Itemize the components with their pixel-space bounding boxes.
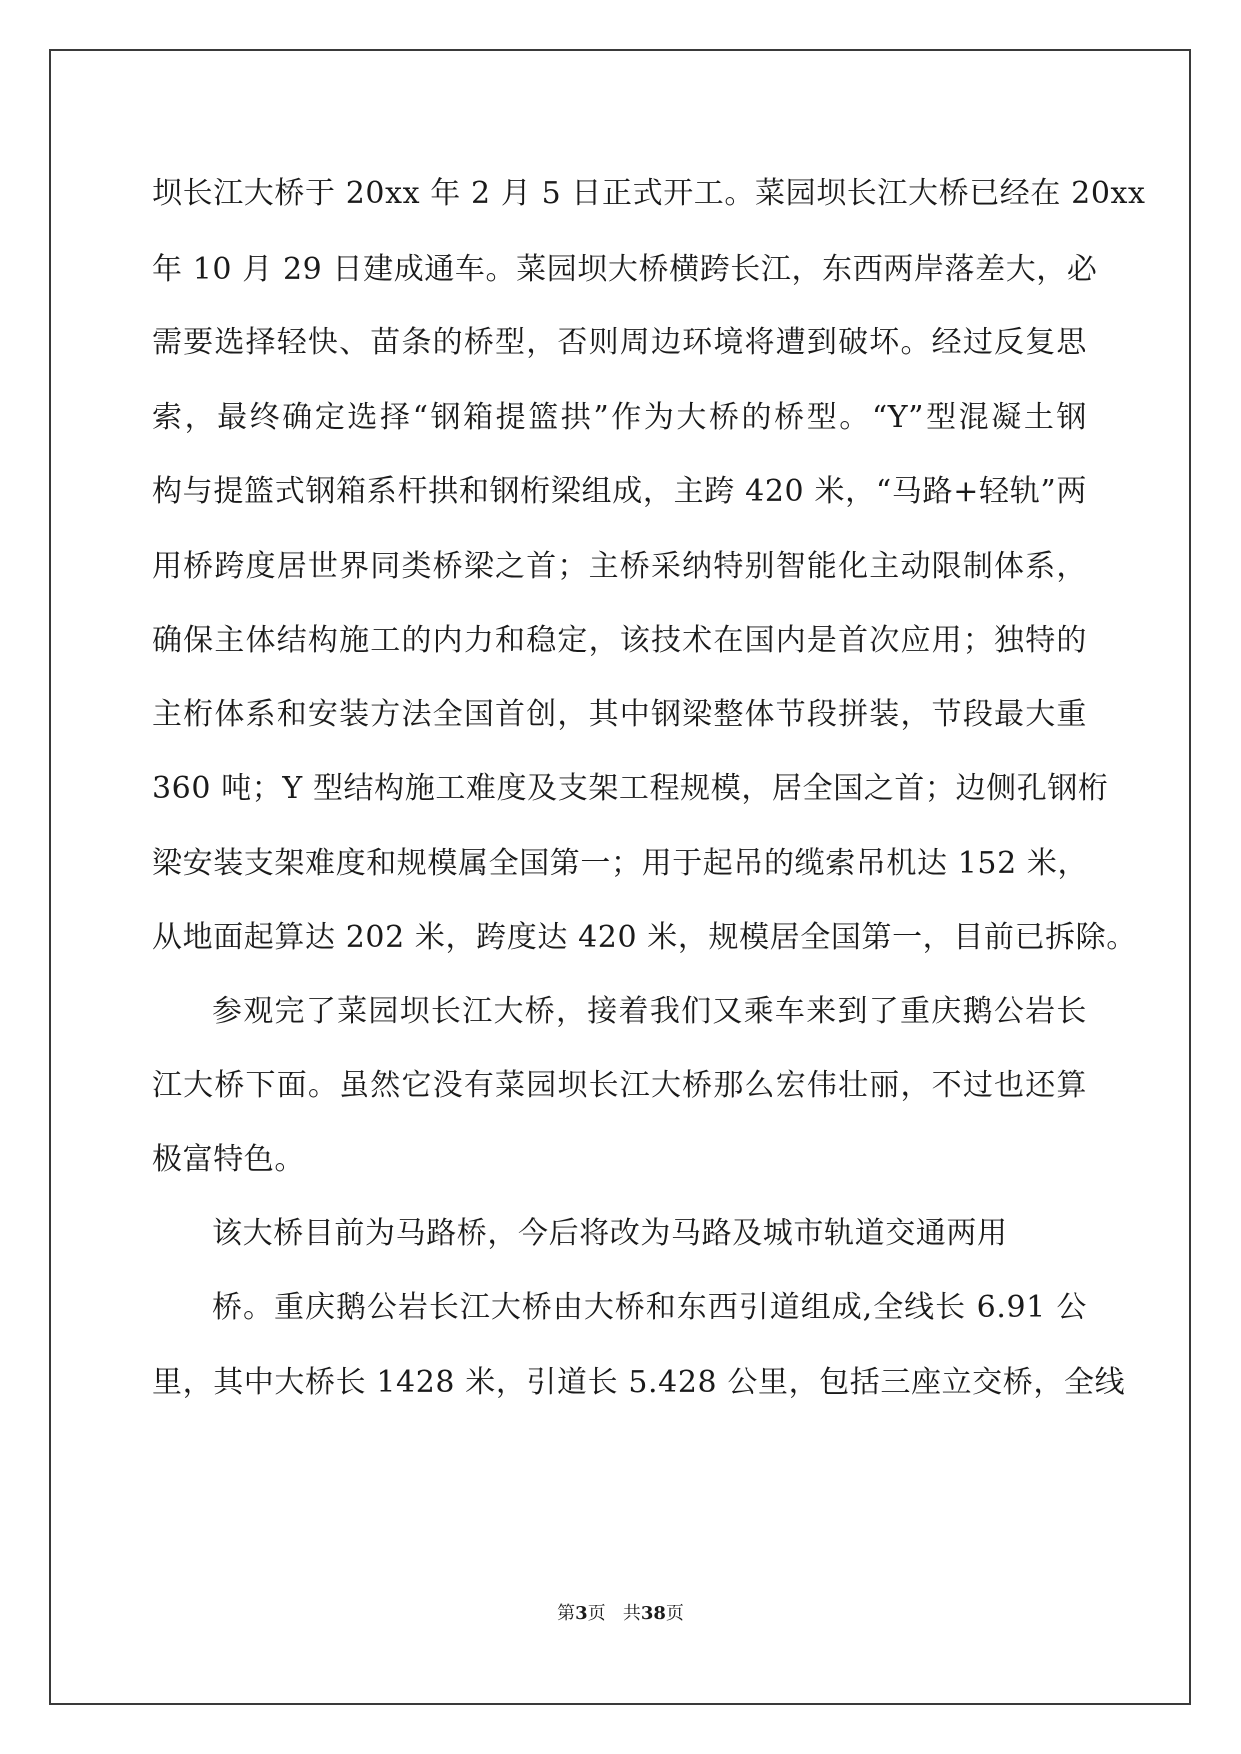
footer-total-prefix: 共	[622, 1603, 641, 1624]
total-pages: 38	[640, 1603, 666, 1624]
text-line: 用桥跨度居世界同类桥梁之首；主桥采纳特别智能化主动限制体系，	[152, 549, 1087, 584]
footer-prefix: 第	[557, 1603, 576, 1624]
text-line: 构与提篮式钢箱系杆拱和钢桁梁组成，主跨 420 米，“马路+轻轨”两	[152, 474, 1087, 509]
paragraph-first-line: 参观完了菜园坝长江大桥，接着我们又乘车来到了重庆鹅公岩长	[212, 994, 1087, 1029]
text-line: 坝长江大桥于 20xx 年 2 月 5 日正式开工。菜园坝长江大桥已经在 20xx	[152, 176, 1146, 211]
text-line: 江大桥下面。虽然它没有菜园坝长江大桥那么宏伟壮丽，不过也还算	[152, 1068, 1087, 1103]
footer-page-suffix: 页	[587, 1603, 606, 1624]
text-line: 里，其中大桥长 1428 米，引道长 5.428 公里，包括三座立交桥，全线	[152, 1365, 1126, 1400]
text-line: 确保主体结构施工的内力和稳定，该技术在国内是首次应用；独特的	[152, 623, 1087, 658]
page-number: 3	[575, 1603, 588, 1624]
paragraph-first-line: 该大桥目前为马路桥，今后将改为马路及城市轨道交通两用	[212, 1216, 1008, 1251]
text-line: 需要选择轻快、苗条的桥型，否则周边环境将遭到破坏。经过反复思	[152, 325, 1087, 360]
footer-total-suffix: 页	[665, 1603, 684, 1624]
text-line: 索，最终确定选择“钢箱提篮拱”作为大桥的桥型。“Y”型混凝土钢	[152, 400, 1087, 435]
text-line: 360 吨；Y 型结构施工难度及支架工程规模，居全国之首；边侧孔钢桁	[152, 771, 1109, 806]
text-line: 桥。重庆鹅公岩长江大桥由大桥和东西引道组成,全线长 6.91 公	[212, 1290, 1087, 1325]
text-line: 梁安装支架难度和规模属全国第一；用于起吊的缆索吊机达 152 米，	[152, 846, 1089, 881]
text-line: 从地面起算达 202 米，跨度达 420 米，规模居全国第一，目前已拆除。	[152, 920, 1137, 955]
page-footer	[0, 1602, 1241, 1626]
text-line: 极富特色。	[152, 1142, 305, 1177]
text-line: 年 10 月 29 日建成通车。菜园坝大桥横跨长江，东西两岸落差大，必	[152, 252, 1098, 287]
text-line: 主桁体系和安装方法全国首创，其中钢梁整体节段拼装，节段最大重	[152, 697, 1087, 732]
